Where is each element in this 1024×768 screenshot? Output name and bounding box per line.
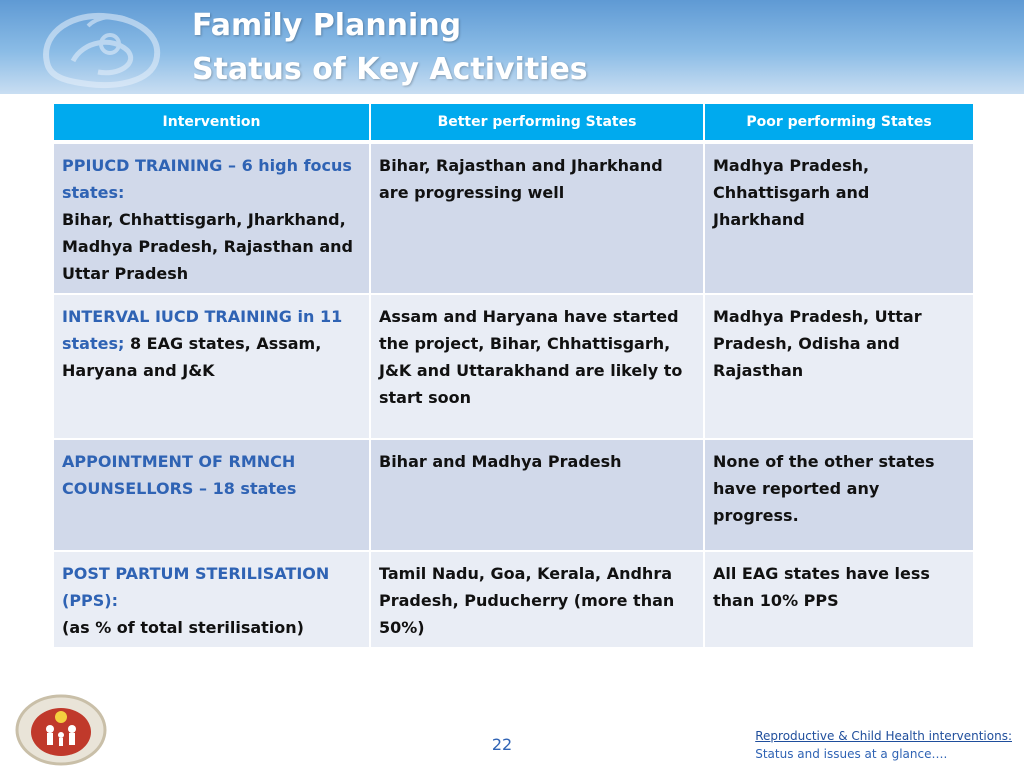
column-header-better: Better performing States bbox=[370, 103, 704, 142]
intervention-title: INTERVAL IUCD TRAINING in 11 states; bbox=[62, 307, 343, 353]
column-header-poor: Poor performing States bbox=[704, 103, 974, 142]
column-header-intervention: Intervention bbox=[53, 103, 370, 142]
better-states-cell: Bihar, Rajasthan and Jharkhand are progressing well bbox=[370, 142, 704, 294]
poor-states-cell: Madhya Pradesh, Uttar Pradesh, Odisha and Rajasthan bbox=[704, 294, 974, 439]
intervention-title: POST PARTUM STERILISATION (PPS): bbox=[62, 564, 330, 610]
table-row bbox=[53, 142, 974, 294]
intervention-title: APPOINTMENT OF RMNCH COUNSELLORS – 18 states bbox=[62, 452, 297, 498]
better-states-cell: Bihar and Madhya Pradesh bbox=[370, 439, 704, 551]
table-row bbox=[53, 439, 974, 551]
intervention-cell bbox=[53, 439, 370, 551]
intervention-detail: Bihar, Chhattisgarh, Jharkhand, Madhya Pradesh, Rajasthan and Uttar Pradesh bbox=[62, 210, 353, 283]
intervention-cell bbox=[53, 294, 370, 439]
title-line-1: Family Planning bbox=[192, 8, 462, 43]
title-line-2: Status of Key Activities bbox=[192, 52, 588, 87]
intervention-detail: (as % of total sterilisation) bbox=[62, 618, 304, 637]
intervention-cell bbox=[53, 142, 370, 294]
footer-caption bbox=[755, 727, 1012, 763]
intervention-title: PPIUCD TRAINING – 6 high focus states: bbox=[62, 156, 352, 202]
mother-child-logo-icon bbox=[28, 6, 178, 92]
page-number: 22 bbox=[491, 735, 513, 754]
poor-states-cell: All EAG states have less than 10% PPS bbox=[704, 551, 974, 648]
poor-states-cell: Madhya Pradesh, Chhattisgarh and Jharkhand bbox=[704, 142, 974, 294]
footer-line-1: Reproductive & Child Health interventions: bbox=[755, 729, 1012, 743]
status-table bbox=[52, 102, 975, 649]
table-row bbox=[53, 294, 974, 439]
intervention-detail: 8 EAG states, Assam, Haryana and J&K bbox=[62, 334, 322, 380]
better-states-cell: Tamil Nadu, Goa, Kerala, Andhra Pradesh, Puducherry (more than 50%) bbox=[370, 551, 704, 648]
page-title bbox=[192, 4, 588, 92]
footer-line-2: Status and issues at a glance…. bbox=[755, 747, 948, 761]
header-banner bbox=[0, 0, 1024, 94]
poor-states-cell: None of the other states have reported any progress. bbox=[704, 439, 974, 551]
intervention-cell bbox=[53, 551, 370, 648]
table-header-row bbox=[53, 103, 974, 142]
table-row bbox=[53, 551, 974, 648]
better-states-cell: Assam and Haryana have started the project, Bihar, Chhattisgarh, J&K and Uttarakhand are likely to start soon bbox=[370, 294, 704, 439]
ministry-seal-logo-icon bbox=[12, 693, 110, 767]
